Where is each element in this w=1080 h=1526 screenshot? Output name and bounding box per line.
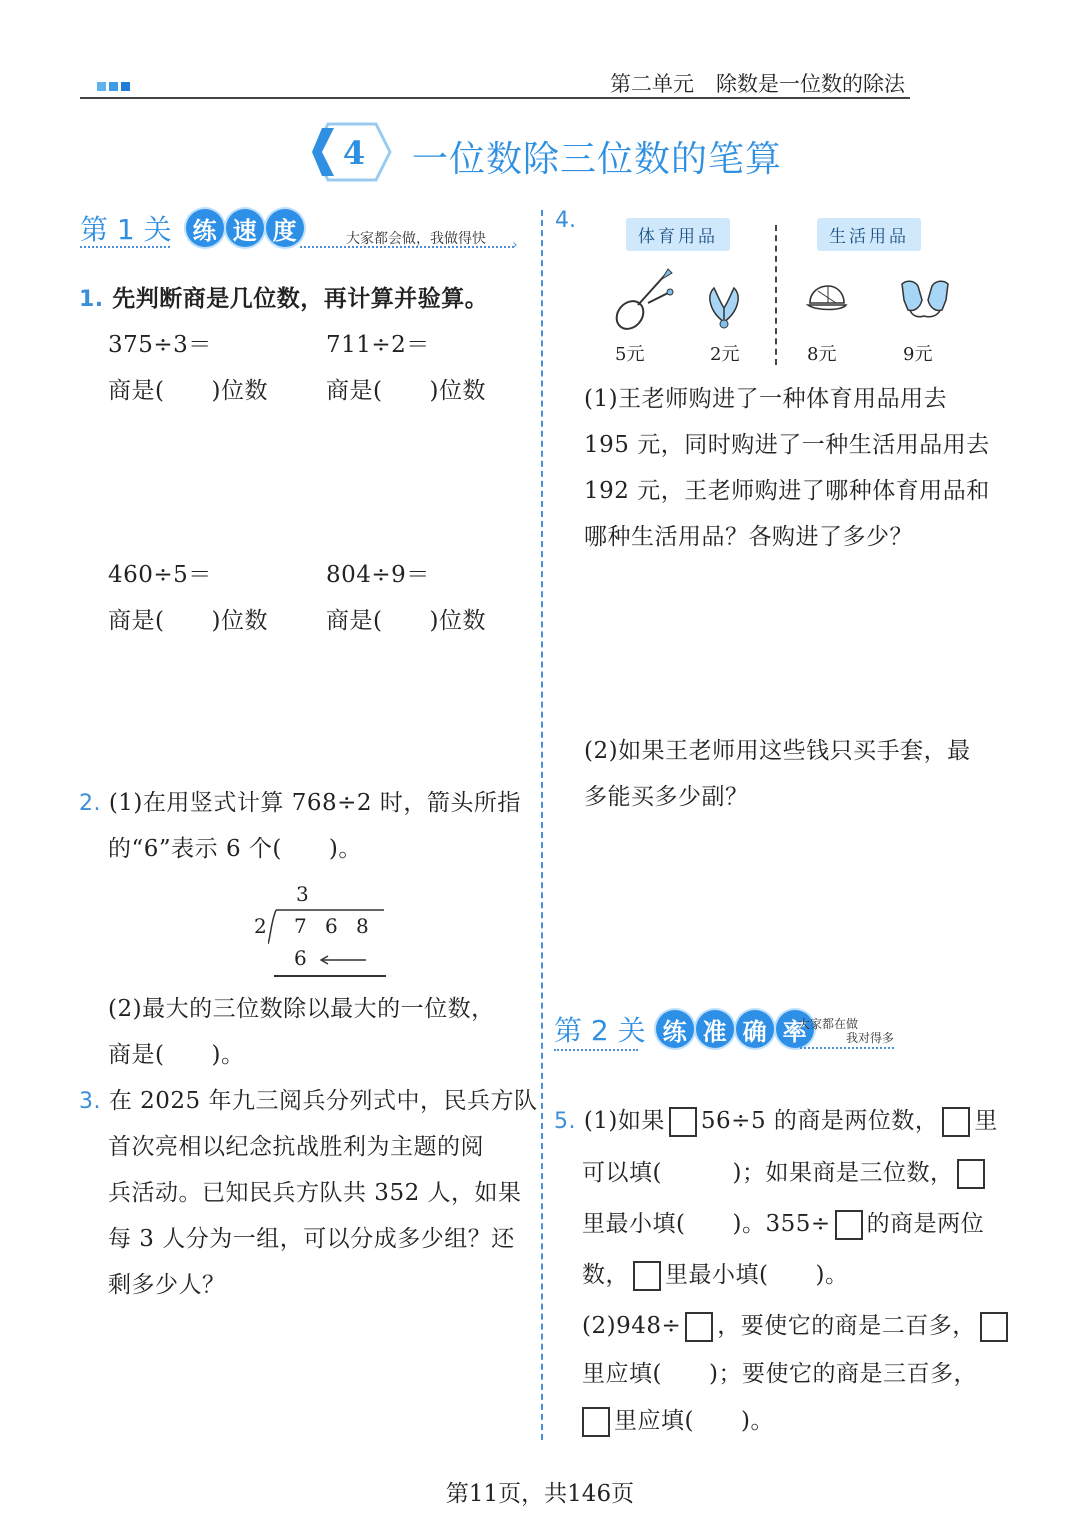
blank-box[interactable] xyxy=(685,1312,713,1342)
level2-label: 第 2 关 xyxy=(554,1014,646,1047)
blank-box[interactable] xyxy=(835,1210,863,1240)
q1-expr: 804÷9＝ xyxy=(326,562,430,588)
header-decoration xyxy=(97,76,130,95)
q4-part2-line: 多能买多少副？ xyxy=(584,784,749,810)
q4-number: 4. xyxy=(555,208,576,233)
racket-icon xyxy=(610,265,680,335)
q1-expr: 460÷5＝ xyxy=(108,562,212,588)
blank-box[interactable] xyxy=(633,1261,661,1291)
column-divider xyxy=(541,210,543,1440)
q2-part2-line1: (2)最大的三位数除以最大的一位数， xyxy=(108,996,495,1022)
lesson-title: 一位数除三位数的笔算 xyxy=(412,139,783,180)
level2-slogan-1: 大家都在做 xyxy=(798,1017,859,1031)
header-rule xyxy=(80,97,910,99)
level1-underline xyxy=(80,246,170,248)
q4-part1-line: (1)王老师购进了一种体育用品用去 xyxy=(584,386,948,412)
level2-badge: 率 xyxy=(776,1010,814,1048)
shuttlecock-icon xyxy=(700,282,748,330)
q3-line: 兵活动。已知民兵方队共 352 人，如果 xyxy=(108,1180,522,1206)
page-number: 第11页，共146页 xyxy=(445,1481,635,1507)
price-label: 9元 xyxy=(903,344,933,365)
level2-badge: 准 xyxy=(696,1010,734,1048)
price-label: 2元 xyxy=(710,344,740,365)
q5-line: 数， 里最小填( )。 xyxy=(582,1252,848,1298)
q5-line: 可以填( )；如果商是三位数， xyxy=(582,1150,989,1196)
q3-line: 3. 在 2025 年九三阅兵分列式中，民兵方队 xyxy=(79,1088,538,1114)
level1-badge: 度 xyxy=(266,209,304,247)
q5-line: 5. (1)如果 56÷5 的商是两位数， 里 xyxy=(554,1098,998,1145)
level2-underline xyxy=(800,1047,894,1049)
level1-header xyxy=(80,208,306,248)
q2-part1-line2: 的“6”表示 6 个( )。 xyxy=(108,836,362,862)
division-digit: 7 xyxy=(294,914,307,938)
price-label: 5元 xyxy=(615,344,645,365)
lesson-number: 4 xyxy=(342,134,366,172)
category-tag-daily: 生活用品 xyxy=(817,218,921,251)
header-unit: 第二单元 除数是一位数的除法 xyxy=(610,72,905,96)
q1-answer: 商是( )位数 xyxy=(108,378,268,404)
blank-box[interactable] xyxy=(980,1312,1008,1342)
q4-part2-line: (2)如果王老师用这些钱只买手套，最 xyxy=(584,738,971,764)
blank-box[interactable] xyxy=(582,1407,610,1437)
q5-line: 里应填( )；要使它的商是三百多， xyxy=(582,1361,977,1387)
q4-part1-line: 哪种生活用品？各购进了多少？ xyxy=(584,524,913,550)
level2-slogan-2: 我对得多 xyxy=(846,1031,895,1045)
division-digit: 6 xyxy=(325,914,338,938)
q1-answer: 商是( )位数 xyxy=(326,378,486,404)
q5-line: (2)948÷ ，要使它的商是二百多， xyxy=(582,1303,1012,1349)
division-line xyxy=(274,975,386,977)
q3-line: 首次亮相以纪念抗战胜利为主题的阅 xyxy=(108,1134,484,1160)
category-divider xyxy=(775,225,777,365)
q1-title: 1. 先判断商是几位数，再计算并验算。 xyxy=(79,285,489,312)
division-digit: 8 xyxy=(356,914,369,938)
q1-expr: 375÷3＝ xyxy=(108,332,212,358)
gloves-icon xyxy=(896,278,954,322)
q2-part1-line1: 2. (1)在用竖式计算 768÷2 时，箭头所指 xyxy=(79,790,521,816)
q1-answer: 商是( )位数 xyxy=(108,608,268,634)
arrow-icon: › xyxy=(512,237,518,253)
division-divisor: 2 xyxy=(254,914,267,938)
q3-line: 剩多少人？ xyxy=(108,1272,226,1298)
price-label: 8元 xyxy=(807,344,837,365)
level2-badge: 确 xyxy=(736,1010,774,1048)
division-quotient: 3 xyxy=(296,882,309,906)
level2-underline xyxy=(554,1049,638,1051)
level2-badge: 练 xyxy=(656,1010,694,1048)
q1-answer: 商是( )位数 xyxy=(326,608,486,634)
level1-underline xyxy=(300,246,514,248)
q5-line: 里应填( )。 xyxy=(578,1398,774,1444)
q3-line: 每 3 人分为一组，可以分成多少组？还 xyxy=(108,1226,515,1252)
blank-box[interactable] xyxy=(669,1107,697,1137)
q4-part1-line: 192 元，王老师购进了哪种体育用品和 xyxy=(584,478,990,504)
arrow-left-icon xyxy=(318,954,368,966)
cap-icon xyxy=(806,283,848,315)
blank-box[interactable] xyxy=(942,1107,970,1137)
level1-badge: 速 xyxy=(226,209,264,247)
category-tag-sports: 体育用品 xyxy=(626,218,730,251)
q1-expr: 711÷2＝ xyxy=(326,332,430,358)
level2-header xyxy=(554,1009,816,1049)
level1-label: 第 1 关 xyxy=(80,213,172,246)
long-division xyxy=(248,880,398,980)
division-partial: 6 xyxy=(294,946,307,970)
q2-part2-line2: 商是( )。 xyxy=(108,1042,245,1068)
level1-badge: 练 xyxy=(186,209,224,247)
blank-box[interactable] xyxy=(957,1159,985,1189)
q4-part1-line: 195 元，同时购进了一种生活用品用去 xyxy=(584,432,990,458)
q5-line: 里最小填( )。355÷ 的商是两位 xyxy=(582,1201,984,1247)
level1-slogan: 大家都会做，我做得快 xyxy=(346,231,486,247)
